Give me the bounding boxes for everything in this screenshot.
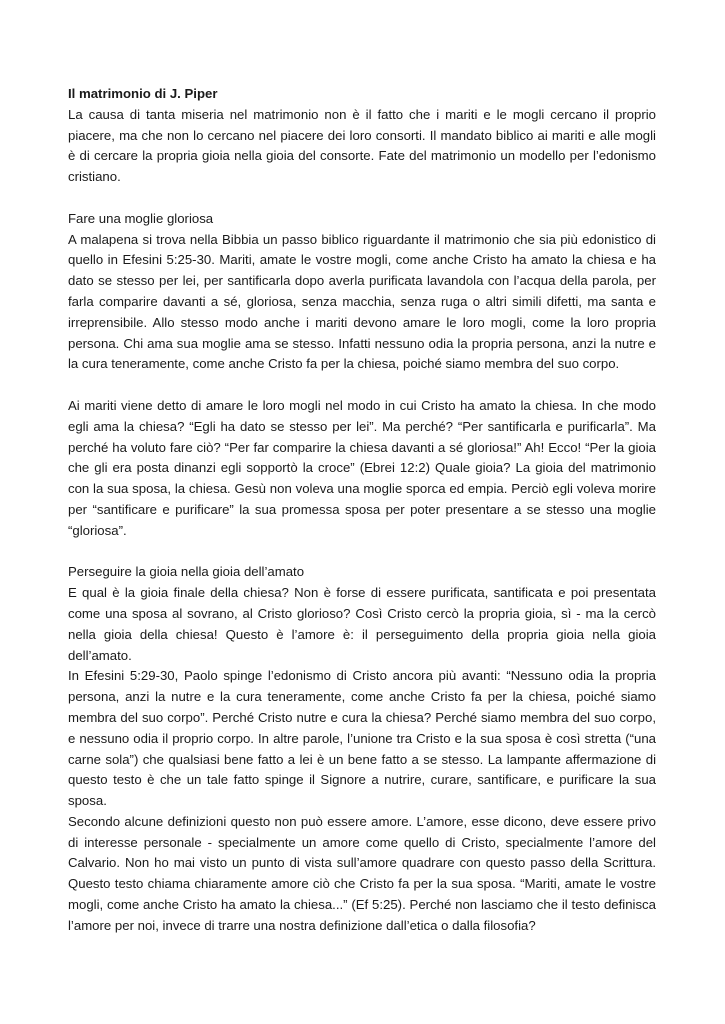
paragraph-gap bbox=[68, 542, 656, 563]
section-heading-pursue-joy: Perseguire la gioia nella gioia dell’amato bbox=[68, 564, 305, 580]
paragraph-gap bbox=[68, 375, 656, 396]
paragraph: Ai mariti viene detto di amare le loro mogli nel modo in cui Cristo ha amato la chiesa. In che modo egli ama la chiesa? “Egli ha dato se stesso per lei”. Ma perché? “Per santificarla e purificarla”. Ma perché ha voluto fare ciò? “Per far comparire la chiesa davanti a sé gloriosa!” Ah! Ecco! “Per la gioia che gli era posta dinanzi egli sopportò la croce” (Ebrei 12:2) Quale gioia? La gioia del matrimonio con la sua sposa, la chiesa. Gesù non voleva una moglie sporca ed empia. Perciò egli voleva morire per “santificare e purificare” la sua promessa sposa per poter presentare a se stesso una moglie “gloriosa”. bbox=[68, 397, 656, 538]
intro-paragraph: La causa di tanta miseria nel matrimonio non è il fatto che i mariti e le mogli cercano il proprio piacere, ma che non lo cercano nel piacere dei loro consorti. Il mandato biblico ai mariti e alle mogli è di cercare la propria gioia nella gioia del consorte. Fate del matrimonio un modello per l’edonismo cristiano. bbox=[68, 106, 656, 185]
paragraph: In Efesini 5:29-30, Paolo spinge l’edonismo di Cristo ancora più avanti: “Nessuno odia la propria persona, anzi la nutre e la cura teneramente, come anche Cristo fa per la chiesa, poiché siamo membra del suo corpo”. Perché Cristo nutre e cura la chiesa? Perché siamo membra del suo corpo, e nessuno odia il proprio corpo. In altre parole, l’unione tra Cristo e la sua sposa è così stretta (“una carne sola”) che qualsiasi bene fatto a lei è un bene fatto a se stesso. La lampante affermazione di questo testo è che un tale fatto spinge il Signore a nutrire, curare, santificare, e purificare la sua sposa. bbox=[68, 668, 656, 809]
paragraph: E qual è la gioia finale della chiesa? Non è forse di essere purificata, santificata e poi presentata come una sposa al sovrano, al Cristo glorioso? Così Cristo cercò la propria gioia, sì - ma la cercò nella gioia della chiesa! Questo è l’amore è: il perseguimento della propria gioia nella gioia dell’amato. bbox=[68, 585, 656, 663]
section-heading-glorious-wife: Fare una moglie gloriosa bbox=[68, 210, 214, 226]
document-page bbox=[68, 84, 656, 937]
document-title: Il matrimonio di J. Piper bbox=[68, 86, 218, 101]
paragraph-gap bbox=[68, 188, 656, 209]
paragraph: A malapena si trova nella Bibbia un passo biblico riguardante il matrimonio che sia più edonistico di quello in Efesini 5:25-30. Mariti, amate le vostre mogli, come anche Cristo ha amato la chiesa e ha dato se stesso per lei, per santificarla dopo averla purificata lavandola con l’acqua della parola, per farla comparire davanti a sé, gloriosa, senza macchia, senza ruga o altri simili difetti, ma santa e irreprensibile. Allo stesso modo anche i mariti devono amare le loro mogli, come la loro propria persona. Chi ama sua moglie ama se stesso. Infatti nessuno odia la propria persona, anzi la nutre e la cura teneramente, come anche Cristo fa per la chiesa, poiché siamo membra del suo corpo. bbox=[68, 231, 656, 372]
paragraph: Secondo alcune definizioni questo non può essere amore. L’amore, esse dicono, deve essere privo di interesse personale - specialmente un amore come quello di Cristo, specialmente l’amore del Calvario. Non ho mai visto un punto di vista sull’amore quadrare con questo passo della Scrittura. Questo testo chiama chiaramente amore ciò che Cristo fa per la sua sposa. “Mariti, amate le vostre mogli, come anche Cristo ha amato la chiesa...” (Ef 5:25). Perché non lasciamo che il testo definisca l’amore per noi, invece di trarre una nostra definizione dall’etica o dalla filosofia? bbox=[68, 813, 656, 933]
